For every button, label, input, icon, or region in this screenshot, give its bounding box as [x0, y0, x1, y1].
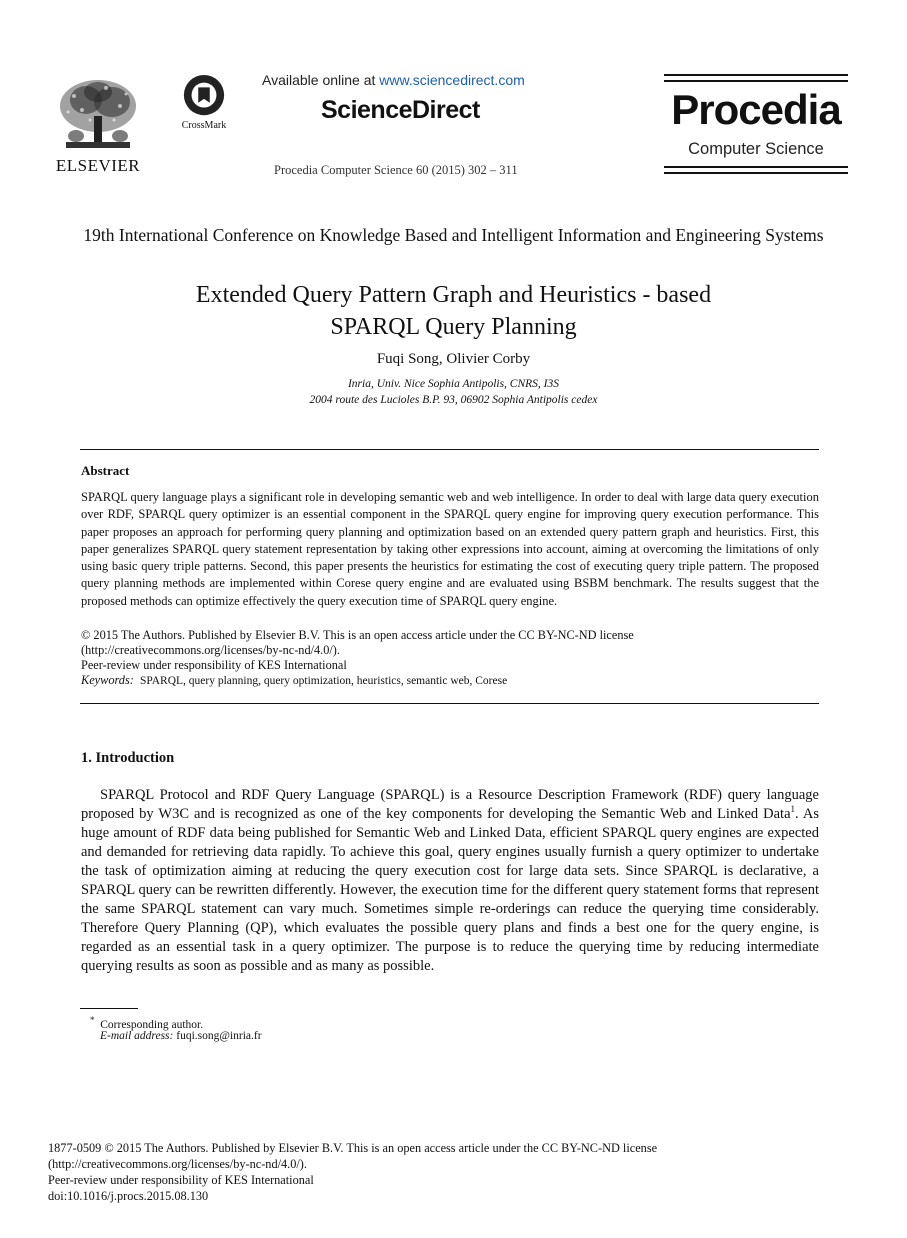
peer-review-bottom: Peer-review under responsibility of KES International — [48, 1173, 314, 1187]
elsevier-logo — [52, 76, 144, 176]
procedia-subtitle: Computer Science — [688, 140, 824, 158]
abstract-license-link[interactable]: (http://creativecommons.org/licenses/by-nc-nd/4.0/). — [81, 643, 340, 657]
abstract-peer-review: Peer-review under responsibility of KES International — [81, 658, 347, 672]
doi[interactable]: doi:10.1016/j.procs.2015.08.130 — [48, 1189, 209, 1203]
crossmark-icon — [174, 74, 234, 120]
procedia-rule-top-1 — [664, 74, 848, 76]
affiliation-line1: Inria, Univ. Nice Sophia Antipolis, CNRS, I3S — [347, 378, 560, 390]
introduction-body — [81, 786, 819, 976]
paper-title — [60, 279, 847, 343]
introduction-text-part1: SPARQL Protocol and RDF Query Language (SPARQL) is a Resource Description Framework (RDF) query language proposed by W3C and is recognized as one of the key components for developing the Semantic Web and Linked Data — [81, 787, 819, 822]
abstract-bottom-rule — [80, 703, 819, 704]
paper-title-line2: SPARQL Query Planning — [330, 314, 577, 340]
journal-reference: Procedia Computer Science 60 (2015) 302 – 311 — [274, 163, 518, 177]
affiliation — [60, 376, 847, 408]
email-label: E-mail address: — [100, 1030, 174, 1042]
sciencedirect-link[interactable]: www.sciencedirect.com — [379, 72, 525, 88]
abstract-copyright: © 2015 The Authors. Published by Elsevier B.V. This is an open access article under the CC BY-NC-ND license — [81, 628, 634, 642]
crossmark-label: CrossMark — [181, 120, 227, 131]
footnote-marker-1[interactable]: 1 — [790, 804, 796, 815]
footnote-email — [100, 1029, 262, 1044]
issn-copyright-line: 1877-0509 © 2015 The Authors. Published by Elsevier B.V. This is an open access article under the CC BY-NC-ND license — [48, 1141, 658, 1155]
email-address[interactable]: fuqi.song@inria.fr — [176, 1030, 262, 1042]
authors: Fuqi Song, Olivier Corby — [376, 351, 531, 367]
abstract-top-rule — [80, 449, 819, 450]
affiliation-line2: 2004 route des Lucioles B.P. 93, 06902 Sophia Antipolis cedex — [309, 394, 598, 406]
procedia-logo — [664, 74, 848, 174]
crossmark-badge[interactable] — [174, 74, 234, 134]
procedia-rule-top-2 — [664, 80, 848, 82]
footnote-rule — [80, 1008, 138, 1009]
keywords — [81, 673, 819, 689]
abstract-heading: Abstract — [81, 463, 130, 478]
keywords-label: Keywords: — [81, 673, 134, 687]
procedia-title: Procedia — [671, 86, 841, 133]
license-link-bottom[interactable]: (http://creativecommons.org/licenses/by-nc-nd/4.0/). — [48, 1157, 307, 1171]
footnote-asterisk: * — [90, 1015, 95, 1025]
footnote-corresponding-text: Corresponding author. — [100, 1018, 204, 1031]
section-heading-introduction: 1. Introduction — [81, 750, 175, 766]
elsevier-wordmark: ELSEVIER — [55, 156, 141, 175]
available-prefix: Available online at — [262, 72, 380, 88]
conference-name: 19th International Conference on Knowledge Based and Intelligent Information and Engineering Systems — [83, 225, 824, 245]
abstract-body: SPARQL query language plays a significant role in developing semantic web and web intelligence. In order to deal with large data query execution over RDF, SPARQL query optimizer is an essential component in the SPARQL query engine for improving query execution performance. This paper proposes an approach for performing query planning and optimization based on an extended query pattern graph and heuristics. First, this paper generalizes SPARQL query statement representation by taking other expressions into account, aiming at overcoming the limitations of only using basic query triple patterns. Second, this paper presents the heuristics for estimating the cost of executing query triple pattern. The proposed query planning methods are implemented within Corese query engine and are evaluated using BSBM benchmark. The results suggest that the proposed methods can optimize effectively the query execution time of SPARQL query engine. — [81, 490, 819, 608]
introduction-text-part2: . As huge amount of RDF data being published for Semantic Web and Linked Data, efficient SPARQL query engines are expected and demanded for retrieving data rapidly. To achieve this goal, query engines usually furnish a query optimizer to undertake the task of optimization aiming at reducing the query execution cost for large data sets. Since SPARQL is declarative, a SPARQL query can be rewritten differently. However, the execution time for the different query statement forms that represent the same SPARQL statement can vary much. Sometimes simple re-orderings can reduce the querying time considerably. Therefore Query Planning (QP), which evaluates the possible query plans and finds a best one for the query engine, is regarded as an essential task in a query optimizer. The purpose is to reduce the querying time by reducing intermediate querying results as soon as possible and as many as possible. — [81, 806, 819, 974]
elsevier-tree-icon — [56, 76, 140, 156]
keywords-list: SPARQL, query planning, query optimization, heuristics, semantic web, Corese — [139, 675, 508, 687]
available-online — [262, 72, 525, 88]
sciencedirect-brand: ScienceDirect — [321, 96, 480, 124]
procedia-rule-bottom-1 — [664, 166, 848, 168]
procedia-rule-bottom-2 — [664, 172, 848, 174]
paper-title-line1: Extended Query Pattern Graph and Heuristics - based — [195, 282, 712, 308]
